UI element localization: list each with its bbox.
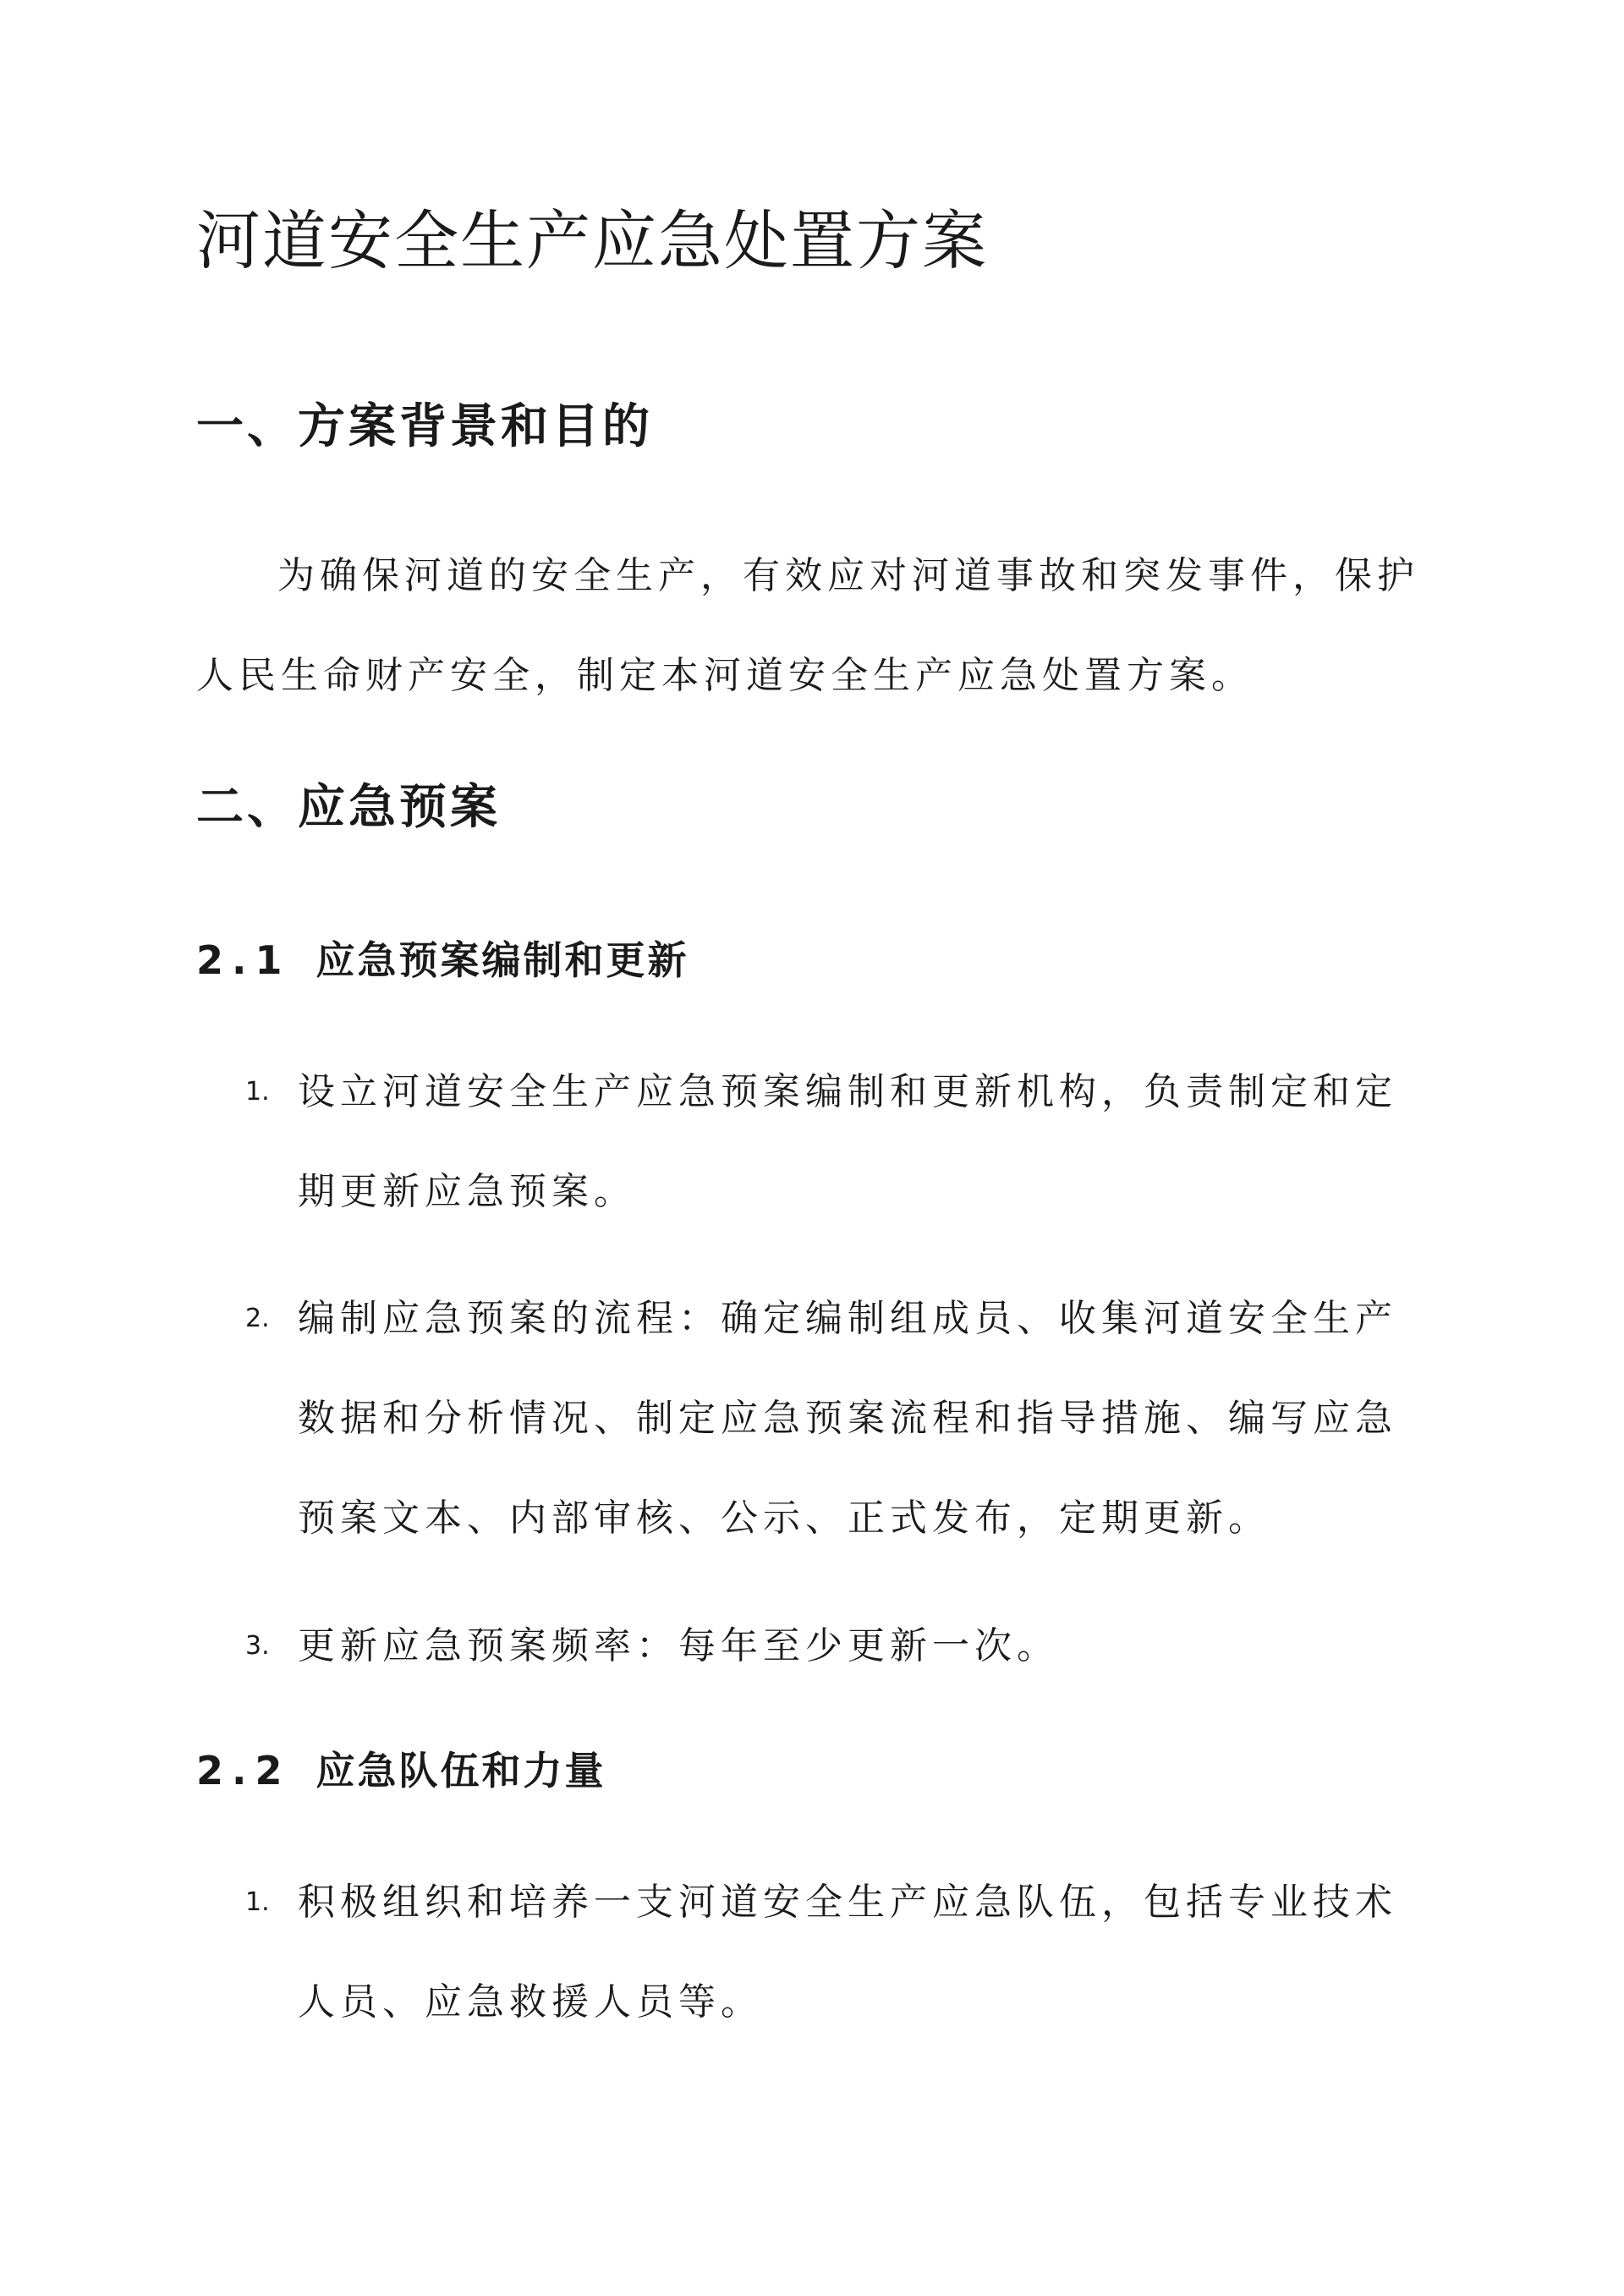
list-item-line: 人员、应急救援人员等。 — [298, 1980, 763, 2024]
list-item-text — [298, 1853, 1431, 2052]
section-background-paragraph — [196, 526, 1431, 726]
list-item-text — [298, 1042, 1431, 1242]
paragraph-line: 人民生命财产安全，制定本河道安全生产应急处置方案。 — [196, 654, 1254, 697]
paragraph-line: 为确保河道的安全生产，有效应对河道事故和突发事件，保护 — [277, 554, 1419, 597]
list-marker: 1. — [245, 1077, 270, 1107]
document-title: 河道安全生产应急处置方案 — [196, 203, 988, 278]
list-item-line: 更新应急预案频率：每年至少更新一次。 — [298, 1624, 1059, 1667]
list-marker: 2. — [245, 1304, 270, 1333]
list-item-line: 预案文本、内部审核、公示、正式发布，定期更新。 — [298, 1497, 1270, 1540]
subsection-title: 应急队伍和力量 — [315, 1748, 606, 1793]
list-marker: 1. — [245, 1887, 270, 1917]
list-item-line: 编制应急预案的流程：确定编制组成员、收集河道安全生产 — [298, 1297, 1397, 1340]
subsection-heading-emergency-team — [196, 1745, 606, 1796]
list-item-line: 积极组织和培养一支河道安全生产应急队伍，包括专业技术 — [298, 1881, 1397, 1924]
section-heading-background: 一、方案背景和目的 — [196, 399, 653, 454]
section-heading-emergency-plan: 二、应急预案 — [196, 780, 501, 835]
list-item-text — [298, 1269, 1431, 1568]
subsection-heading-plan-compilation — [196, 935, 689, 986]
list-item-text — [298, 1596, 1431, 1696]
subsection-title: 应急预案编制和更新 — [315, 937, 689, 983]
subsection-number: 2.1 — [196, 937, 291, 983]
subsection-number: 2.2 — [196, 1748, 291, 1793]
list-item-line: 设立河道安全生产应急预案编制和更新机构，负责制定和定 — [298, 1070, 1397, 1113]
list-marker: 3. — [245, 1631, 270, 1661]
list-item-line: 期更新应急预案。 — [298, 1170, 636, 1213]
list-item-line: 数据和分析情况、制定应急预案流程和指导措施、编写应急 — [298, 1397, 1397, 1440]
